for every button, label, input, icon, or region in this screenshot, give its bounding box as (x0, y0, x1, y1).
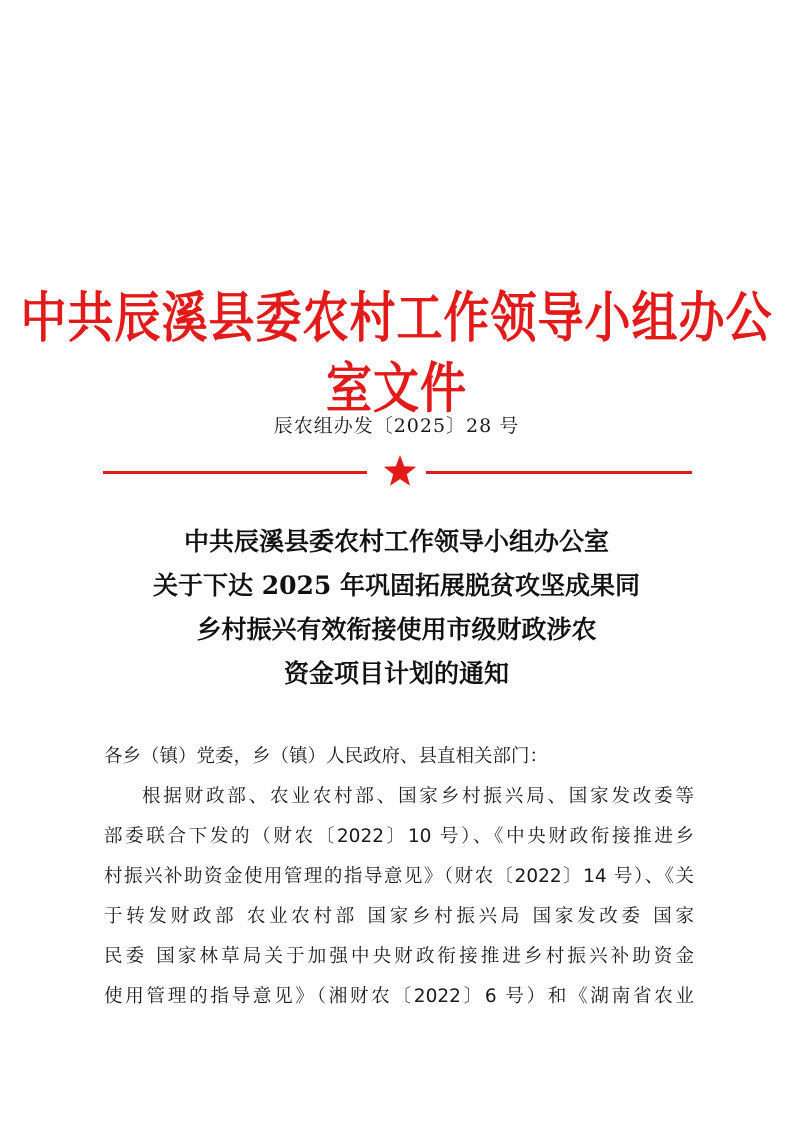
doc-number: 辰农组办发〔2025〕28 号 (273, 415, 520, 437)
paragraph-line: 根据财政部、农业农村部、国家乡村振兴局、国家发改委等 (142, 786, 694, 807)
body-text (104, 737, 694, 1017)
org-title: 中共辰溪县委农村工作领导小组办公室文件 (20, 285, 773, 421)
notice-title-line: 关于下达 2025 年巩固拓展脱贫攻坚成果同 (153, 571, 640, 600)
notice-title-line: 乡村振兴有效衔接使用市级财政涉农 (196, 615, 597, 644)
salutation: 各乡（镇）党委，乡（镇）人民政府、县直相关部门： (104, 746, 549, 767)
paragraph-line: 于转发财政部 农业农村部 国家乡村振兴局 国家发改委 国家 (104, 906, 694, 927)
notice-title (0, 520, 793, 696)
paragraph-line: 民委 国家林草局关于加强中央财政衔接推进乡村振兴补助资金 (104, 946, 694, 967)
paragraph-line: 村振兴补助资金使用管理的指导意见》（财农〔2022〕14 号）、《关 (104, 866, 694, 887)
paragraph-line: 部委联合下发的（财农〔2022〕10 号）、《中央财政衔接推进乡 (104, 826, 694, 847)
red-star-icon (382, 453, 418, 489)
red-rule-right (426, 471, 692, 474)
notice-title-line: 中共辰溪县委农村工作领导小组办公室 (183, 527, 609, 556)
red-rule-left (103, 471, 367, 474)
notice-title-line: 资金项目计划的通知 (283, 659, 509, 688)
paragraph-line: 使用管理的指导意见》（湘财农〔2022〕6 号）和《湖南省农业 (104, 986, 694, 1007)
